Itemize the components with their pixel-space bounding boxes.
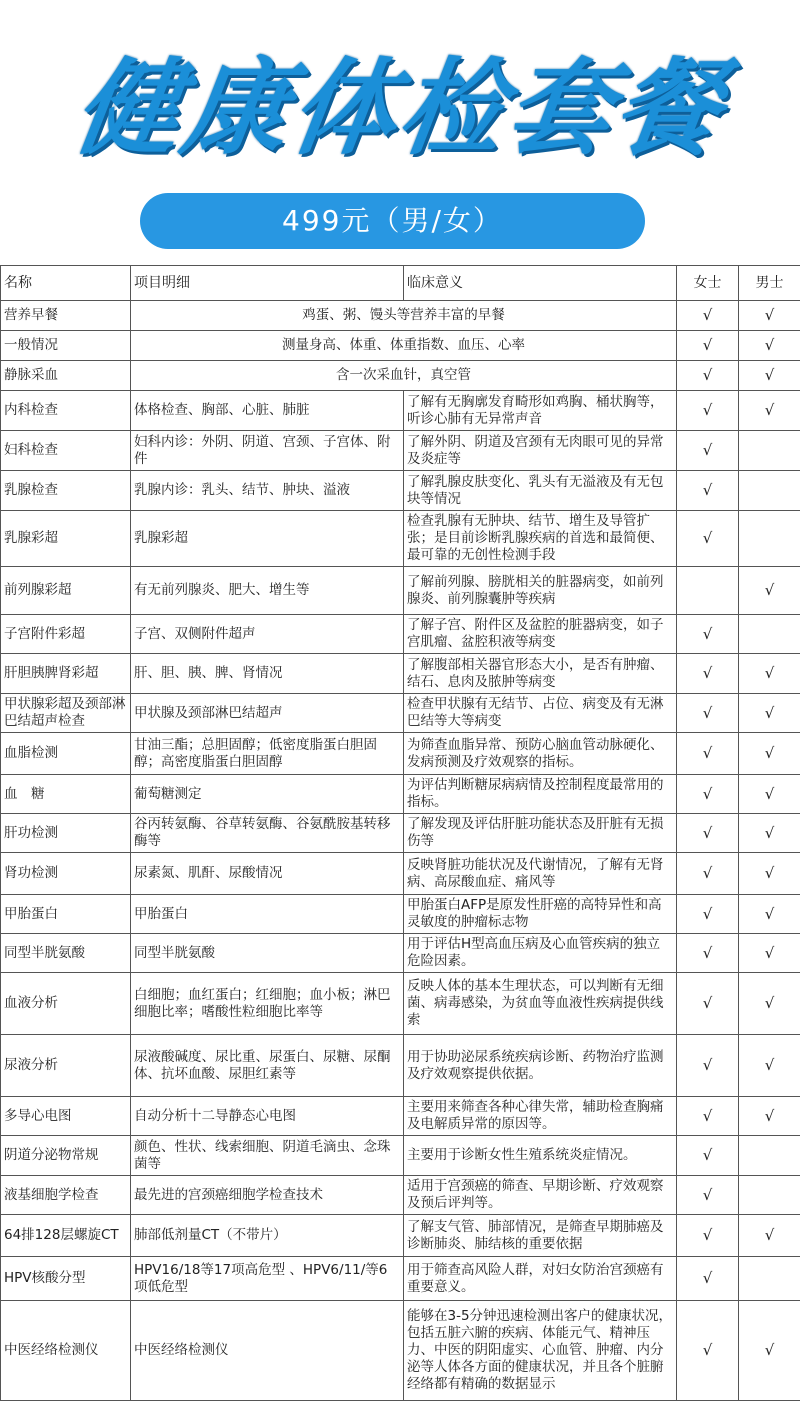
item-meaning: 了解支气管、肺部情况，是筛查早期肺癌及诊断肺炎、肺结核的重要依据 (404, 1215, 677, 1257)
female-check: √ (677, 895, 739, 934)
male-check: √ (739, 694, 800, 733)
item-name: 子宫附件彩超 (1, 615, 131, 654)
item-name: 乳腺彩超 (1, 511, 131, 567)
table-header-row (1, 266, 800, 301)
female-check: √ (677, 1301, 739, 1401)
checkup-table (0, 265, 800, 1401)
table-row (1, 654, 800, 694)
male-check: √ (739, 733, 800, 775)
male-check: √ (739, 361, 800, 391)
male-check: √ (739, 654, 800, 694)
male-check (739, 471, 800, 511)
table-row (1, 1097, 800, 1136)
item-name: 甲胎蛋白 (1, 895, 131, 934)
male-check: √ (739, 895, 800, 934)
item-detail: 妇科内诊：外阴、阴道、宫颈、子宫体、附件 (131, 431, 404, 471)
female-check: √ (677, 1097, 739, 1136)
table-row (1, 895, 800, 934)
item-meaning: 了解外阴、阴道及宫颈有无肉眼可见的异常及炎症等 (404, 431, 677, 471)
item-name: 多导心电图 (1, 1097, 131, 1136)
item-name: 中医经络检测仪 (1, 1301, 131, 1401)
item-detail: 中医经络检测仪 (131, 1301, 404, 1401)
male-check: √ (739, 1301, 800, 1401)
female-check: √ (677, 511, 739, 567)
item-meaning: 了解发现及评估肝脏功能状态及肝脏有无损伤等 (404, 814, 677, 853)
item-name: 血 糖 (1, 775, 131, 814)
item-detail: 乳腺彩超 (131, 511, 404, 567)
header-female: 女士 (677, 266, 739, 301)
table-row (1, 814, 800, 853)
item-name: 阴道分泌物常规 (1, 1136, 131, 1176)
table-row (1, 1176, 800, 1215)
item-detail: 鸡蛋、粥、馒头等营养丰富的早餐 (131, 301, 677, 331)
male-check: √ (739, 391, 800, 431)
male-check: √ (739, 1215, 800, 1257)
table-row (1, 511, 800, 567)
item-detail: 测量身高、体重、体重指数、血压、心率 (131, 331, 677, 361)
female-check: √ (677, 654, 739, 694)
female-check: √ (677, 853, 739, 895)
table-row (1, 567, 800, 615)
item-detail: 尿液酸碱度、尿比重、尿蛋白、尿糖、尿酮体、抗坏血酸、尿胆红素等 (131, 1035, 404, 1097)
header-name: 名称 (1, 266, 131, 301)
item-meaning: 反映肾脏功能状况及代谢情况，了解有无肾病、高尿酸血症、痛风等 (404, 853, 677, 895)
item-detail: 甲状腺及颈部淋巴结超声 (131, 694, 404, 733)
table-row (1, 1257, 800, 1301)
header (0, 0, 800, 265)
male-check: √ (739, 1097, 800, 1136)
item-name: 一般情况 (1, 331, 131, 361)
female-check: √ (677, 1136, 739, 1176)
table-row (1, 973, 800, 1035)
item-meaning: 为筛查血脂异常、预防心脑血管动脉硬化、发病预测及疗效观察的指标。 (404, 733, 677, 775)
male-check: √ (739, 853, 800, 895)
item-name: 内科检查 (1, 391, 131, 431)
female-check: √ (677, 1215, 739, 1257)
item-name: 同型半胱氨酸 (1, 934, 131, 973)
item-meaning: 了解子宫、附件区及盆腔的脏器病变，如子宫肌瘤、盆腔积液等病变 (404, 615, 677, 654)
page-title: 健康体检套餐 (67, 47, 733, 169)
item-name: 64排128层螺旋CT (1, 1215, 131, 1257)
table-row (1, 934, 800, 973)
female-check: √ (677, 934, 739, 973)
item-detail: 有无前列腺炎、肥大、增生等 (131, 567, 404, 615)
item-name: 静脉采血 (1, 361, 131, 391)
item-meaning: 用于筛查高风险人群，对妇女防治宫颈癌有重要意义。 (404, 1257, 677, 1301)
table-row (1, 1301, 800, 1401)
female-check: √ (677, 361, 739, 391)
female-check: √ (677, 615, 739, 654)
male-check (739, 1136, 800, 1176)
item-detail: 白细胞；血红蛋白；红细胞；血小板；淋巴细胞比率；嗜酸性粒细胞比率等 (131, 973, 404, 1035)
item-meaning: 检查乳腺有无肿块、结节、增生及导管扩张；是目前诊断乳腺疾病的首选和最简便、最可靠的无创性检测手段 (404, 511, 677, 567)
male-check (739, 511, 800, 567)
item-name: 营养早餐 (1, 301, 131, 331)
item-meaning: 用于评估H型高血压病及心血管疾病的独立危险因素。 (404, 934, 677, 973)
table-row (1, 431, 800, 471)
item-detail: 肺部低剂量CT（不带片） (131, 1215, 404, 1257)
female-check: √ (677, 301, 739, 331)
table-row (1, 471, 800, 511)
item-meaning: 主要用来筛查各种心律失常，辅助检查胸痛及电解质异常的原因等。 (404, 1097, 677, 1136)
item-meaning: 检查甲状腺有无结节、占位、病变及有无淋巴结等大等病变 (404, 694, 677, 733)
item-detail: 甘油三酯；总胆固醇；低密度脂蛋白胆固醇；高密度脂蛋白胆固醇 (131, 733, 404, 775)
male-check (739, 1257, 800, 1301)
item-name: 甲状腺彩超及颈部淋巴结超声检查 (1, 694, 131, 733)
male-check: √ (739, 775, 800, 814)
item-meaning: 甲胎蛋白AFP是原发性肝癌的高特异性和高灵敏度的肿瘤标志物 (404, 895, 677, 934)
item-detail: 最先进的宫颈癌细胞学检查技术 (131, 1176, 404, 1215)
item-name: 肾功检测 (1, 853, 131, 895)
table-row (1, 331, 800, 361)
item-name: 妇科检查 (1, 431, 131, 471)
item-detail: 尿素氮、肌酐、尿酸情况 (131, 853, 404, 895)
price-badge: 499元（男/女） (140, 193, 645, 249)
male-check: √ (739, 301, 800, 331)
male-check: √ (739, 1035, 800, 1097)
item-detail: 谷丙转氨酶、谷草转氨酶、谷氨酰胺基转移酶等 (131, 814, 404, 853)
item-detail: 甲胎蛋白 (131, 895, 404, 934)
female-check: √ (677, 331, 739, 361)
male-check (739, 1176, 800, 1215)
item-detail: 同型半胱氨酸 (131, 934, 404, 973)
table-row (1, 775, 800, 814)
female-check: √ (677, 431, 739, 471)
item-meaning: 了解前列腺、膀胱相关的脏器病变，如前列腺炎、前列腺囊肿等疾病 (404, 567, 677, 615)
item-name: 肝胆胰脾肾彩超 (1, 654, 131, 694)
item-meaning: 了解有无胸廓发育畸形如鸡胸、桶状胸等，听诊心肺有无异常声音 (404, 391, 677, 431)
table-row (1, 853, 800, 895)
male-check: √ (739, 814, 800, 853)
item-detail: 自动分析十二导静态心电图 (131, 1097, 404, 1136)
female-check: √ (677, 391, 739, 431)
table-row (1, 1136, 800, 1176)
item-name: HPV核酸分型 (1, 1257, 131, 1301)
female-check (677, 567, 739, 615)
table-row (1, 733, 800, 775)
female-check: √ (677, 1035, 739, 1097)
item-meaning: 了解乳腺皮肤变化、乳头有无溢液及有无包块等情况 (404, 471, 677, 511)
female-check: √ (677, 733, 739, 775)
female-check: √ (677, 471, 739, 511)
item-meaning: 反映人体的基本生理状态，可以判断有无细菌、病毒感染，为贫血等血液性疾病提供线索 (404, 973, 677, 1035)
table-row (1, 615, 800, 654)
female-check: √ (677, 1176, 739, 1215)
item-detail: 乳腺内诊：乳头、结节、肿块、溢液 (131, 471, 404, 511)
header-meaning: 临床意义 (404, 266, 677, 301)
item-detail: 体格检查、胸部、心脏、肺脏 (131, 391, 404, 431)
table-row (1, 1035, 800, 1097)
female-check: √ (677, 973, 739, 1035)
male-check: √ (739, 331, 800, 361)
item-name: 前列腺彩超 (1, 567, 131, 615)
table-row (1, 391, 800, 431)
item-meaning: 为评估判断糖尿病病情及控制程度最常用的指标。 (404, 775, 677, 814)
table-row (1, 1215, 800, 1257)
item-name: 乳腺检查 (1, 471, 131, 511)
table-row (1, 694, 800, 733)
table-row (1, 361, 800, 391)
item-name: 液基细胞学检查 (1, 1176, 131, 1215)
male-check: √ (739, 567, 800, 615)
item-meaning: 用于协助泌尿系统疾病诊断、药物治疗监测及疗效观察提供依据。 (404, 1035, 677, 1097)
item-detail: 葡萄糖测定 (131, 775, 404, 814)
header-detail: 项目明细 (131, 266, 404, 301)
item-detail: 含一次采血针，真空管 (131, 361, 677, 391)
item-meaning: 了解腹部相关器官形态大小，是否有肿瘤、结石、息肉及脓肿等病变 (404, 654, 677, 694)
item-detail: 颜色、性状、线索细胞、阴道毛滴虫、念珠菌等 (131, 1136, 404, 1176)
female-check: √ (677, 694, 739, 733)
male-check: √ (739, 973, 800, 1035)
item-name: 肝功检测 (1, 814, 131, 853)
female-check: √ (677, 1257, 739, 1301)
table-row (1, 301, 800, 331)
item-detail: HPV16/18等17项高危型 、HPV6/11/等6项低危型 (131, 1257, 404, 1301)
item-meaning: 能够在3-5分钟迅速检测出客户的健康状况，包括五脏六腑的疾病、体能元气、精神压力、中医的阴阳虚实、心血管、肿瘤、内分泌等人体各方面的健康状况，并且各个脏腑经络都有精确的数据显示 (404, 1301, 677, 1401)
item-name: 尿液分析 (1, 1035, 131, 1097)
male-check (739, 615, 800, 654)
item-name: 血脂检测 (1, 733, 131, 775)
item-meaning: 适用于宫颈癌的筛查、早期诊断、疗效观察及预后评判等。 (404, 1176, 677, 1215)
item-detail: 子宫、双侧附件超声 (131, 615, 404, 654)
item-name: 血液分析 (1, 973, 131, 1035)
female-check: √ (677, 775, 739, 814)
male-check (739, 431, 800, 471)
female-check: √ (677, 814, 739, 853)
item-detail: 肝、胆、胰、脾、肾情况 (131, 654, 404, 694)
male-check: √ (739, 934, 800, 973)
header-male: 男士 (739, 266, 800, 301)
item-meaning: 主要用于诊断女性生殖系统炎症情况。 (404, 1136, 677, 1176)
